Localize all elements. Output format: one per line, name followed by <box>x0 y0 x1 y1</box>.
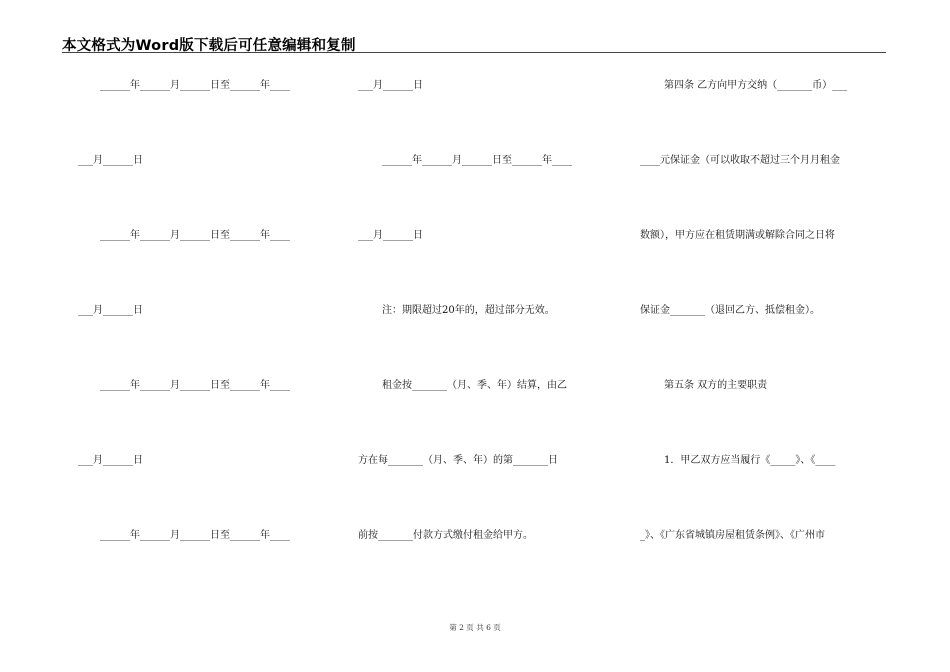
col2-line-3: ___月______日 <box>358 230 423 241</box>
col1-line-6: ___月______日 <box>78 455 143 466</box>
col3-line-1: 第四条 乙方向甲方交纳（_______币）___ <box>664 80 848 91</box>
col1-line-3: ______年______月______日至______年____ <box>100 230 290 241</box>
col2-line-5: 租金按_______（月、季、年）结算，由乙 <box>382 380 567 391</box>
col3-line-4: 保证金_______（退回乙方、抵偿租金）。 <box>640 305 820 316</box>
col1-line-5: ______年______月______日至______年____ <box>100 380 290 391</box>
col3-line-5: 第五条 双方的主要职责 <box>664 380 768 391</box>
col1-line-1: ______年______月______日至______年____ <box>100 80 290 91</box>
col1-line-2: ___月______日 <box>78 155 143 166</box>
col3-line-2: ____元保证金（可以收取不超过三个月月租金 <box>640 155 840 166</box>
col2-line-4: 注：期限超过20年的，超过部分无效。 <box>382 305 555 316</box>
col2-line-2: ______年______月______日至______年____ <box>382 155 572 166</box>
col1-line-7: ______年______月______日至______年____ <box>100 530 290 541</box>
col3-line-7: _》、《广东省城镇房屋租赁条例》、《广州市 <box>640 530 825 541</box>
col2-line-1: ___月______日 <box>358 80 423 91</box>
col1-line-4: ___月______日 <box>78 305 143 316</box>
col3-line-3: 数额），甲方应在租赁期满或解除合同之日将 <box>640 230 835 241</box>
col2-line-7: 前按_______付款方式缴付租金给甲方。 <box>358 530 533 541</box>
col2-line-6: 方在每_______（月、季、年）的第_______日 <box>358 455 558 466</box>
page-number: 第 2 页 共 6 页 <box>449 623 501 632</box>
header-divider <box>62 52 886 53</box>
page-header-title: 本文格式为Word版下载后可任意编辑和复制 <box>62 38 356 54</box>
col3-line-6: 1．甲乙双方应当履行《_____》、《____ <box>664 455 836 466</box>
